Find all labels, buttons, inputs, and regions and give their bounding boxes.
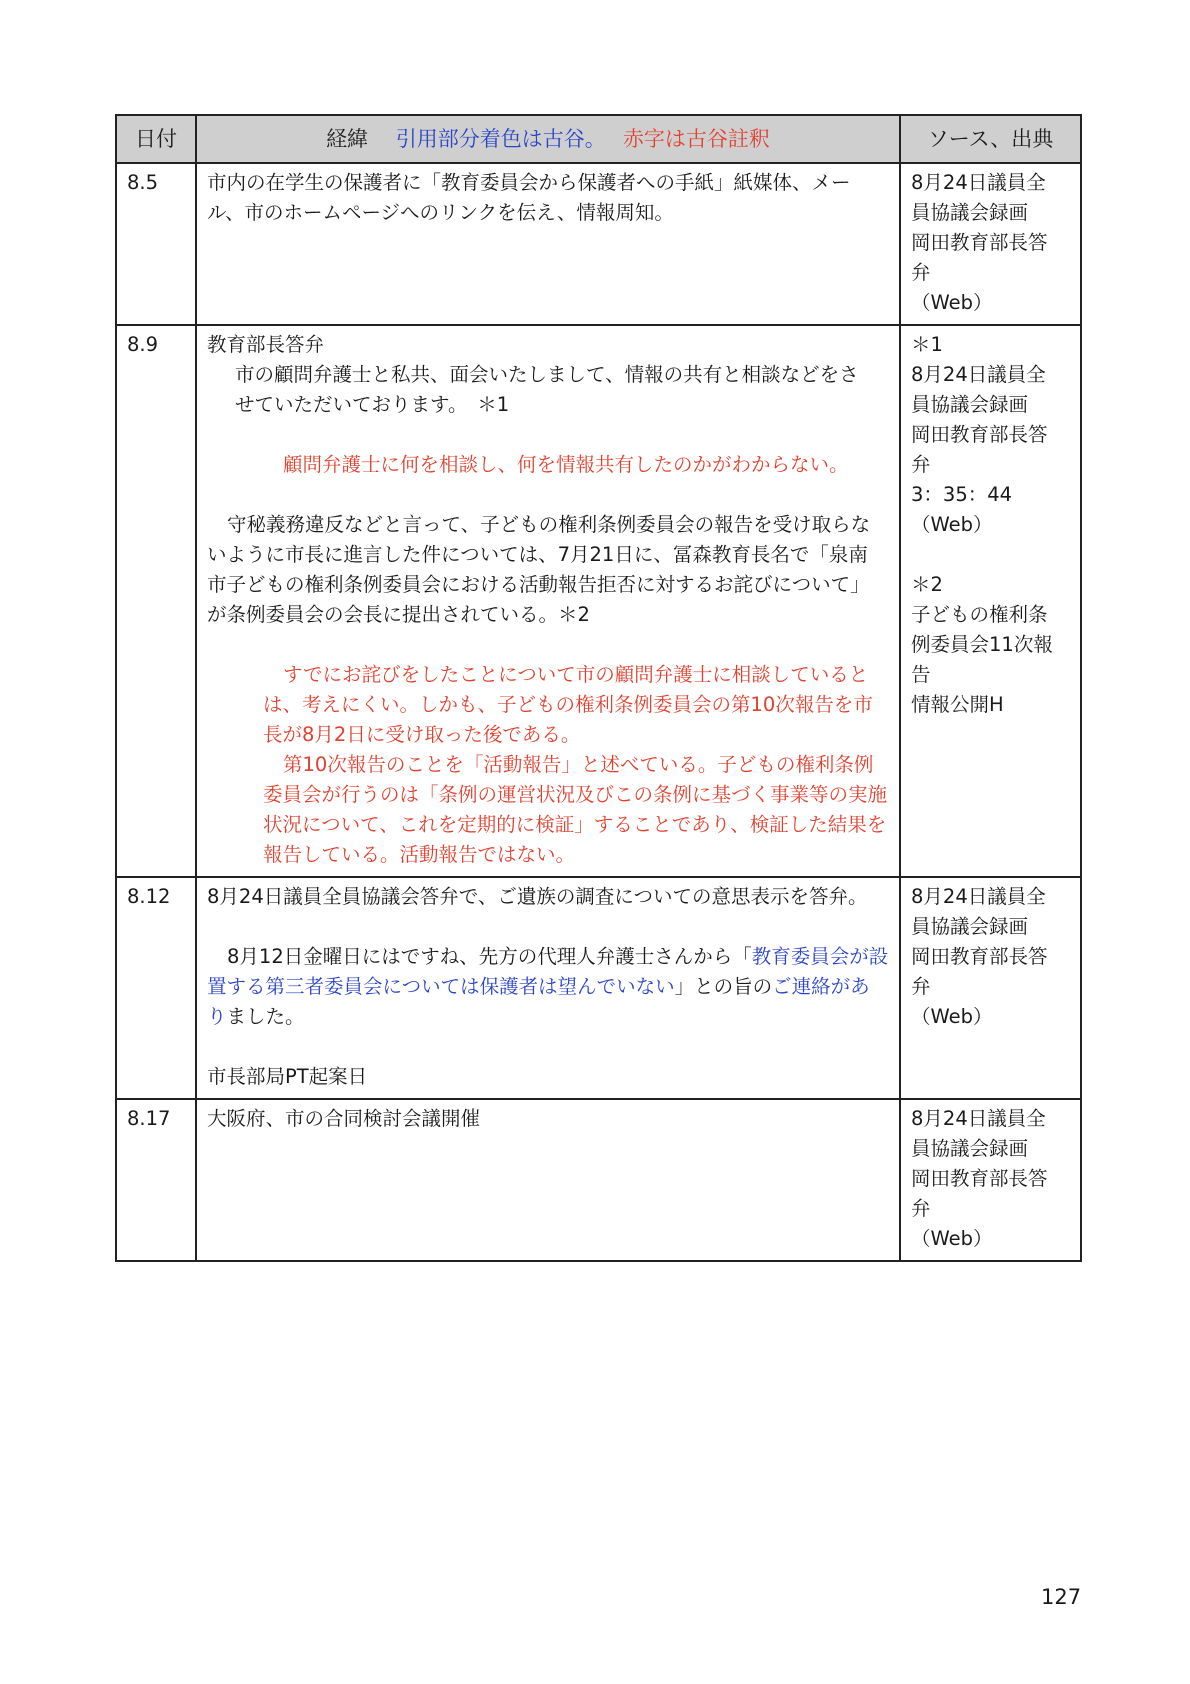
row-source <box>900 325 1081 877</box>
quote-text: 8月12日金曜日にはですね、先方の代理人弁護士さんから「 <box>227 945 752 968</box>
text-line: 市内の在学生の保護者に「教育委員会から保護者への手紙」紙媒体、メー <box>207 171 851 194</box>
source-line: 例委員会11次報 <box>911 633 1053 656</box>
text-line: いように市長に進言した件については、7月21日に、冨森教育長名で「泉南 <box>207 543 868 566</box>
source-line: 員協議会録画 <box>911 393 1029 416</box>
source-line: 8月24日議員全 <box>911 171 1046 194</box>
header-note-red: 赤字は古谷註釈 <box>622 127 770 151</box>
source-line: 員協議会録画 <box>911 915 1029 938</box>
quote-text: 」との旨の <box>674 975 773 998</box>
quote-highlight: ご連絡があり <box>207 975 870 1028</box>
source-line: 8月24日議員全 <box>911 1107 1046 1130</box>
source-line: （Web） <box>911 1005 993 1028</box>
header-main <box>196 115 900 163</box>
source-line: 弁 <box>911 261 931 284</box>
table-header-row <box>116 115 1081 163</box>
speaker-label: 教育部長答弁 <box>207 333 325 356</box>
annotation-note: 顧問弁護士に何を相談し、何を情報共有したのかがわからない。 <box>283 453 849 476</box>
table-row <box>116 877 1081 1099</box>
quote-paragraph <box>207 942 889 1032</box>
source-line: 弁 <box>911 1197 931 1220</box>
header-date: 日付 <box>116 115 196 163</box>
source-line: 3：35：44 <box>911 483 1013 506</box>
source-line: （Web） <box>911 1227 993 1250</box>
quote-line: せていただいております。 ＊1 <box>235 393 510 416</box>
source-line: 弁 <box>911 453 931 476</box>
source-line: 岡田教育部長答 <box>911 423 1048 446</box>
row-date: 8.5 <box>116 163 196 325</box>
text-line: 守秘義務違反などと言って、子どもの権利条例委員会の報告を受け取らな <box>227 513 871 536</box>
source-line: 岡田教育部長答 <box>911 1167 1048 1190</box>
quote-highlight: 教育委員会が設置する第三者委員会については保護者は望んでいない <box>207 945 889 998</box>
source-line: 8月24日議員全 <box>911 363 1046 386</box>
quote-line: 市の顧問弁護士と私共、面会いたしまして、情報の共有と相談などをさ <box>235 363 859 386</box>
table-row <box>116 163 1081 325</box>
source-line: 岡田教育部長答 <box>911 945 1048 968</box>
source-line: （Web） <box>911 513 993 536</box>
table-row <box>116 1099 1081 1261</box>
source-line: ＊1 <box>911 333 943 356</box>
row-description <box>196 163 900 325</box>
chronology-table <box>115 114 1082 1262</box>
row-source <box>900 877 1081 1099</box>
row-date: 8.9 <box>116 325 196 877</box>
row-description <box>196 325 900 877</box>
table-row <box>116 325 1081 877</box>
row-source <box>900 163 1081 325</box>
annotation-note: 第10次報告のことを「活動報告」と述べている。子どもの権利条例委員会が行うのは「条例の運営状況及びこの条例に基づく事業等の実施状況について、これを定期的に検証」することであり、検証した結果を報告している。活動報告ではない。 <box>263 753 888 866</box>
text-line: 市子どもの権利条例委員会における活動報告拒否に対するお詫びについて」 <box>207 573 870 596</box>
annotation-note: すでにお詫びをしたことについて市の顧問弁護士に相談しているとは、考えにくい。しかも、子どもの権利条例委員会の第10次報告を市長が8月2日に受け取った後である。 <box>263 663 873 746</box>
source-line: （Web） <box>911 291 993 314</box>
row-source <box>900 1099 1081 1261</box>
page-number: 127 <box>1041 1585 1082 1609</box>
row-description <box>196 1099 900 1261</box>
text-line: 市長部局PT起案日 <box>207 1065 368 1088</box>
row-date: 8.17 <box>116 1099 196 1261</box>
source-line: 情報公開H <box>911 693 1004 716</box>
source-line: 8月24日議員全 <box>911 885 1046 908</box>
header-main-label: 経緯 <box>326 127 369 151</box>
header-source: ソース、出典 <box>900 115 1081 163</box>
row-date: 8.12 <box>116 877 196 1099</box>
header-note-blue: 引用部分着色は古谷。 <box>395 127 596 151</box>
text-line: が条例委員会の会長に提出されている。＊2 <box>207 603 590 626</box>
source-line: 員協議会録画 <box>911 1137 1029 1160</box>
quote-text: ました。 <box>226 1005 305 1028</box>
source-line: 岡田教育部長答 <box>911 231 1048 254</box>
source-line: 員協議会録画 <box>911 201 1029 224</box>
source-line: 告 <box>911 663 931 686</box>
text-line: 大阪府、市の合同検討会議開催 <box>207 1107 481 1130</box>
source-line: ＊2 <box>911 573 943 596</box>
text-line: ル、市のホームページへのリンクを伝え、情報周知。 <box>207 201 674 224</box>
source-line: 弁 <box>911 975 931 998</box>
source-line: 子どもの権利条 <box>911 603 1048 626</box>
text-line: 8月24日議員全員協議会答弁で、ご遺族の調査についての意思表示を答弁。 <box>207 885 868 908</box>
row-description <box>196 877 900 1099</box>
